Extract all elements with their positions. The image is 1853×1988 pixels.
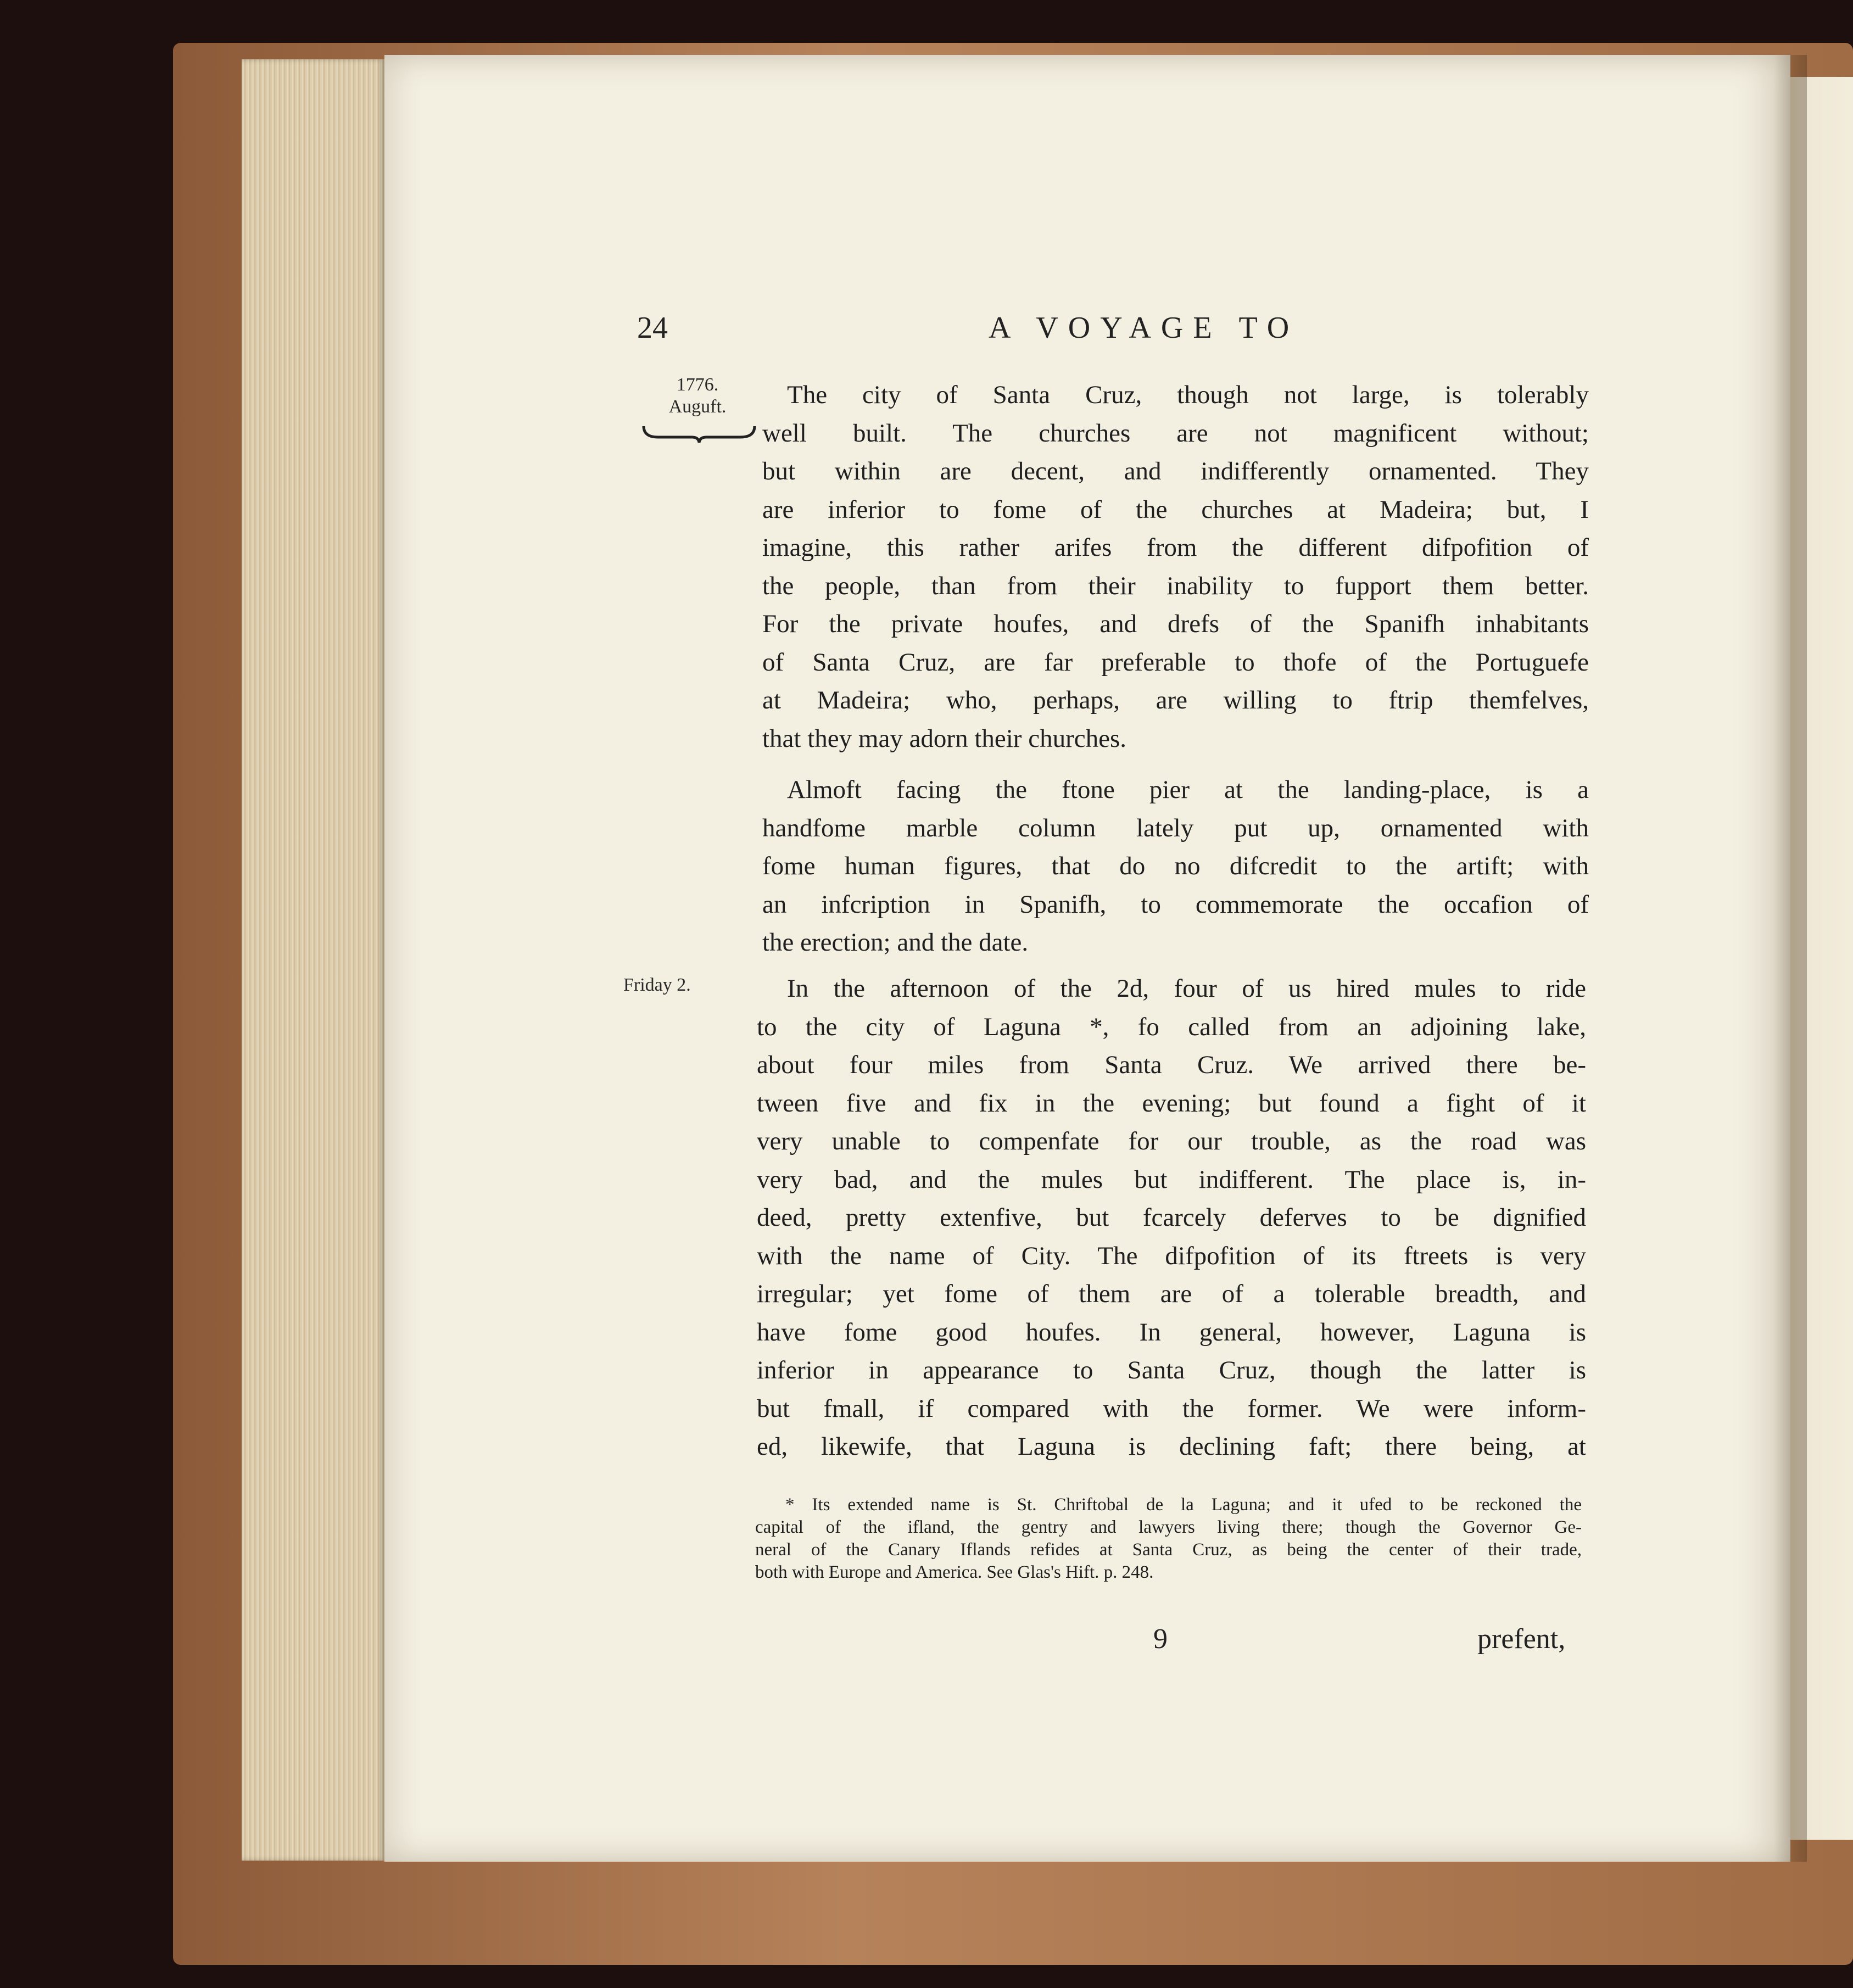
footnote-line: neral of the Canary Iflands refides at Santa Cruz, as being the center of their trade, xyxy=(755,1540,1582,1560)
text-line: handfome marble column lately put up, ornamented with xyxy=(762,813,1589,842)
text-line: the erection; and the date. xyxy=(762,928,1029,957)
margin-year: 1776. xyxy=(676,375,719,395)
signature-mark: 9 xyxy=(1153,1623,1168,1655)
text-line: have fome good houfes. In general, however, Laguna is xyxy=(757,1317,1586,1347)
text-line: of Santa Cruz, are far preferable to thofe of the Portuguefe xyxy=(762,647,1589,677)
footnote-line: both with Europe and America. See Glas's Hift. p. 248. xyxy=(755,1562,1154,1582)
page-number: 24 xyxy=(637,311,668,345)
text-line: Almoft facing the ftone pier at the landing-place, is a xyxy=(787,775,1589,804)
text-line: about four miles from Santa Cruz. We arrived there be- xyxy=(757,1051,1586,1079)
text-line: irregular; yet fome of them are of a tolerable breadth, and xyxy=(757,1280,1586,1308)
margin-day-note: Friday 2. xyxy=(623,975,691,995)
text-line: imagine, this rather arifes from the different difpofition of xyxy=(762,533,1589,562)
text-line: an infcription in Spanifh, to commemorate the occafion of xyxy=(762,890,1589,919)
running-title: A VOYAGE TO xyxy=(989,311,1299,345)
footnote xyxy=(755,1494,1582,1584)
text-line: that they may adorn their churches. xyxy=(762,724,1126,753)
text-line: ed, likewife, that Laguna is declining faft; there being, at xyxy=(757,1432,1586,1461)
text-line: well built. The churches are not magnificent without; xyxy=(762,418,1589,448)
margin-month: Auguft. xyxy=(668,397,727,417)
text-line: For the private houfes, and drefs of the Spanifh inhabitants xyxy=(762,610,1589,638)
text-line: In the afternoon of the 2d, four of us hired mules to ride xyxy=(787,974,1586,1003)
text-line: tween five and fix in the evening; but found a fight of it xyxy=(757,1088,1586,1118)
gutter-shadow xyxy=(1774,55,1807,1862)
page-edges xyxy=(242,59,384,1861)
text-line: with the name of City. The difpofition of its ftreets is very xyxy=(757,1241,1586,1270)
text-line: very unable to compenfate for our trouble, as the road was xyxy=(757,1127,1586,1155)
paragraph-2 xyxy=(762,771,1589,962)
text-line: inferior in appearance to Santa Cruz, though the latter is xyxy=(757,1356,1586,1384)
footnote-line: * Its extended name is St. Chriftobal de la Laguna; and it ufed to be reckoned the xyxy=(785,1495,1582,1515)
text-line: The city of Santa Cruz, though not large, is tolerably xyxy=(787,381,1589,409)
text-line: very bad, and the mules but indifferent. The place is, in- xyxy=(757,1165,1586,1194)
text-line: are inferior to fome of the churches at Madeira; but, I xyxy=(762,495,1589,524)
text-line: at Madeira; who, perhaps, are willing to ftrip themfelves, xyxy=(762,686,1589,714)
text-line: fome human figures, that do no difcredit to the artift; with xyxy=(762,852,1589,880)
text-line: but fmall, if compared with the former. We were inform- xyxy=(757,1394,1586,1423)
text-line: deed, pretty extenfive, but fcarcely deferves to be dignified xyxy=(757,1203,1586,1232)
text-line: the people, than from their inability to fupport them better. xyxy=(762,571,1589,600)
paragraph-1 xyxy=(762,376,1589,758)
catchword: prefent, xyxy=(1477,1623,1566,1655)
margin-brace xyxy=(641,422,757,444)
text-line: but within are decent, and indifferently ornamented. They xyxy=(762,457,1589,485)
text-line: to the city of Laguna *, fo called from an adjoining lake, xyxy=(757,1012,1586,1041)
paragraph-3 xyxy=(757,970,1586,1466)
footnote-line: capital of the ifland, the gentry and lawyers living there; though the Governor Ge- xyxy=(755,1517,1582,1537)
